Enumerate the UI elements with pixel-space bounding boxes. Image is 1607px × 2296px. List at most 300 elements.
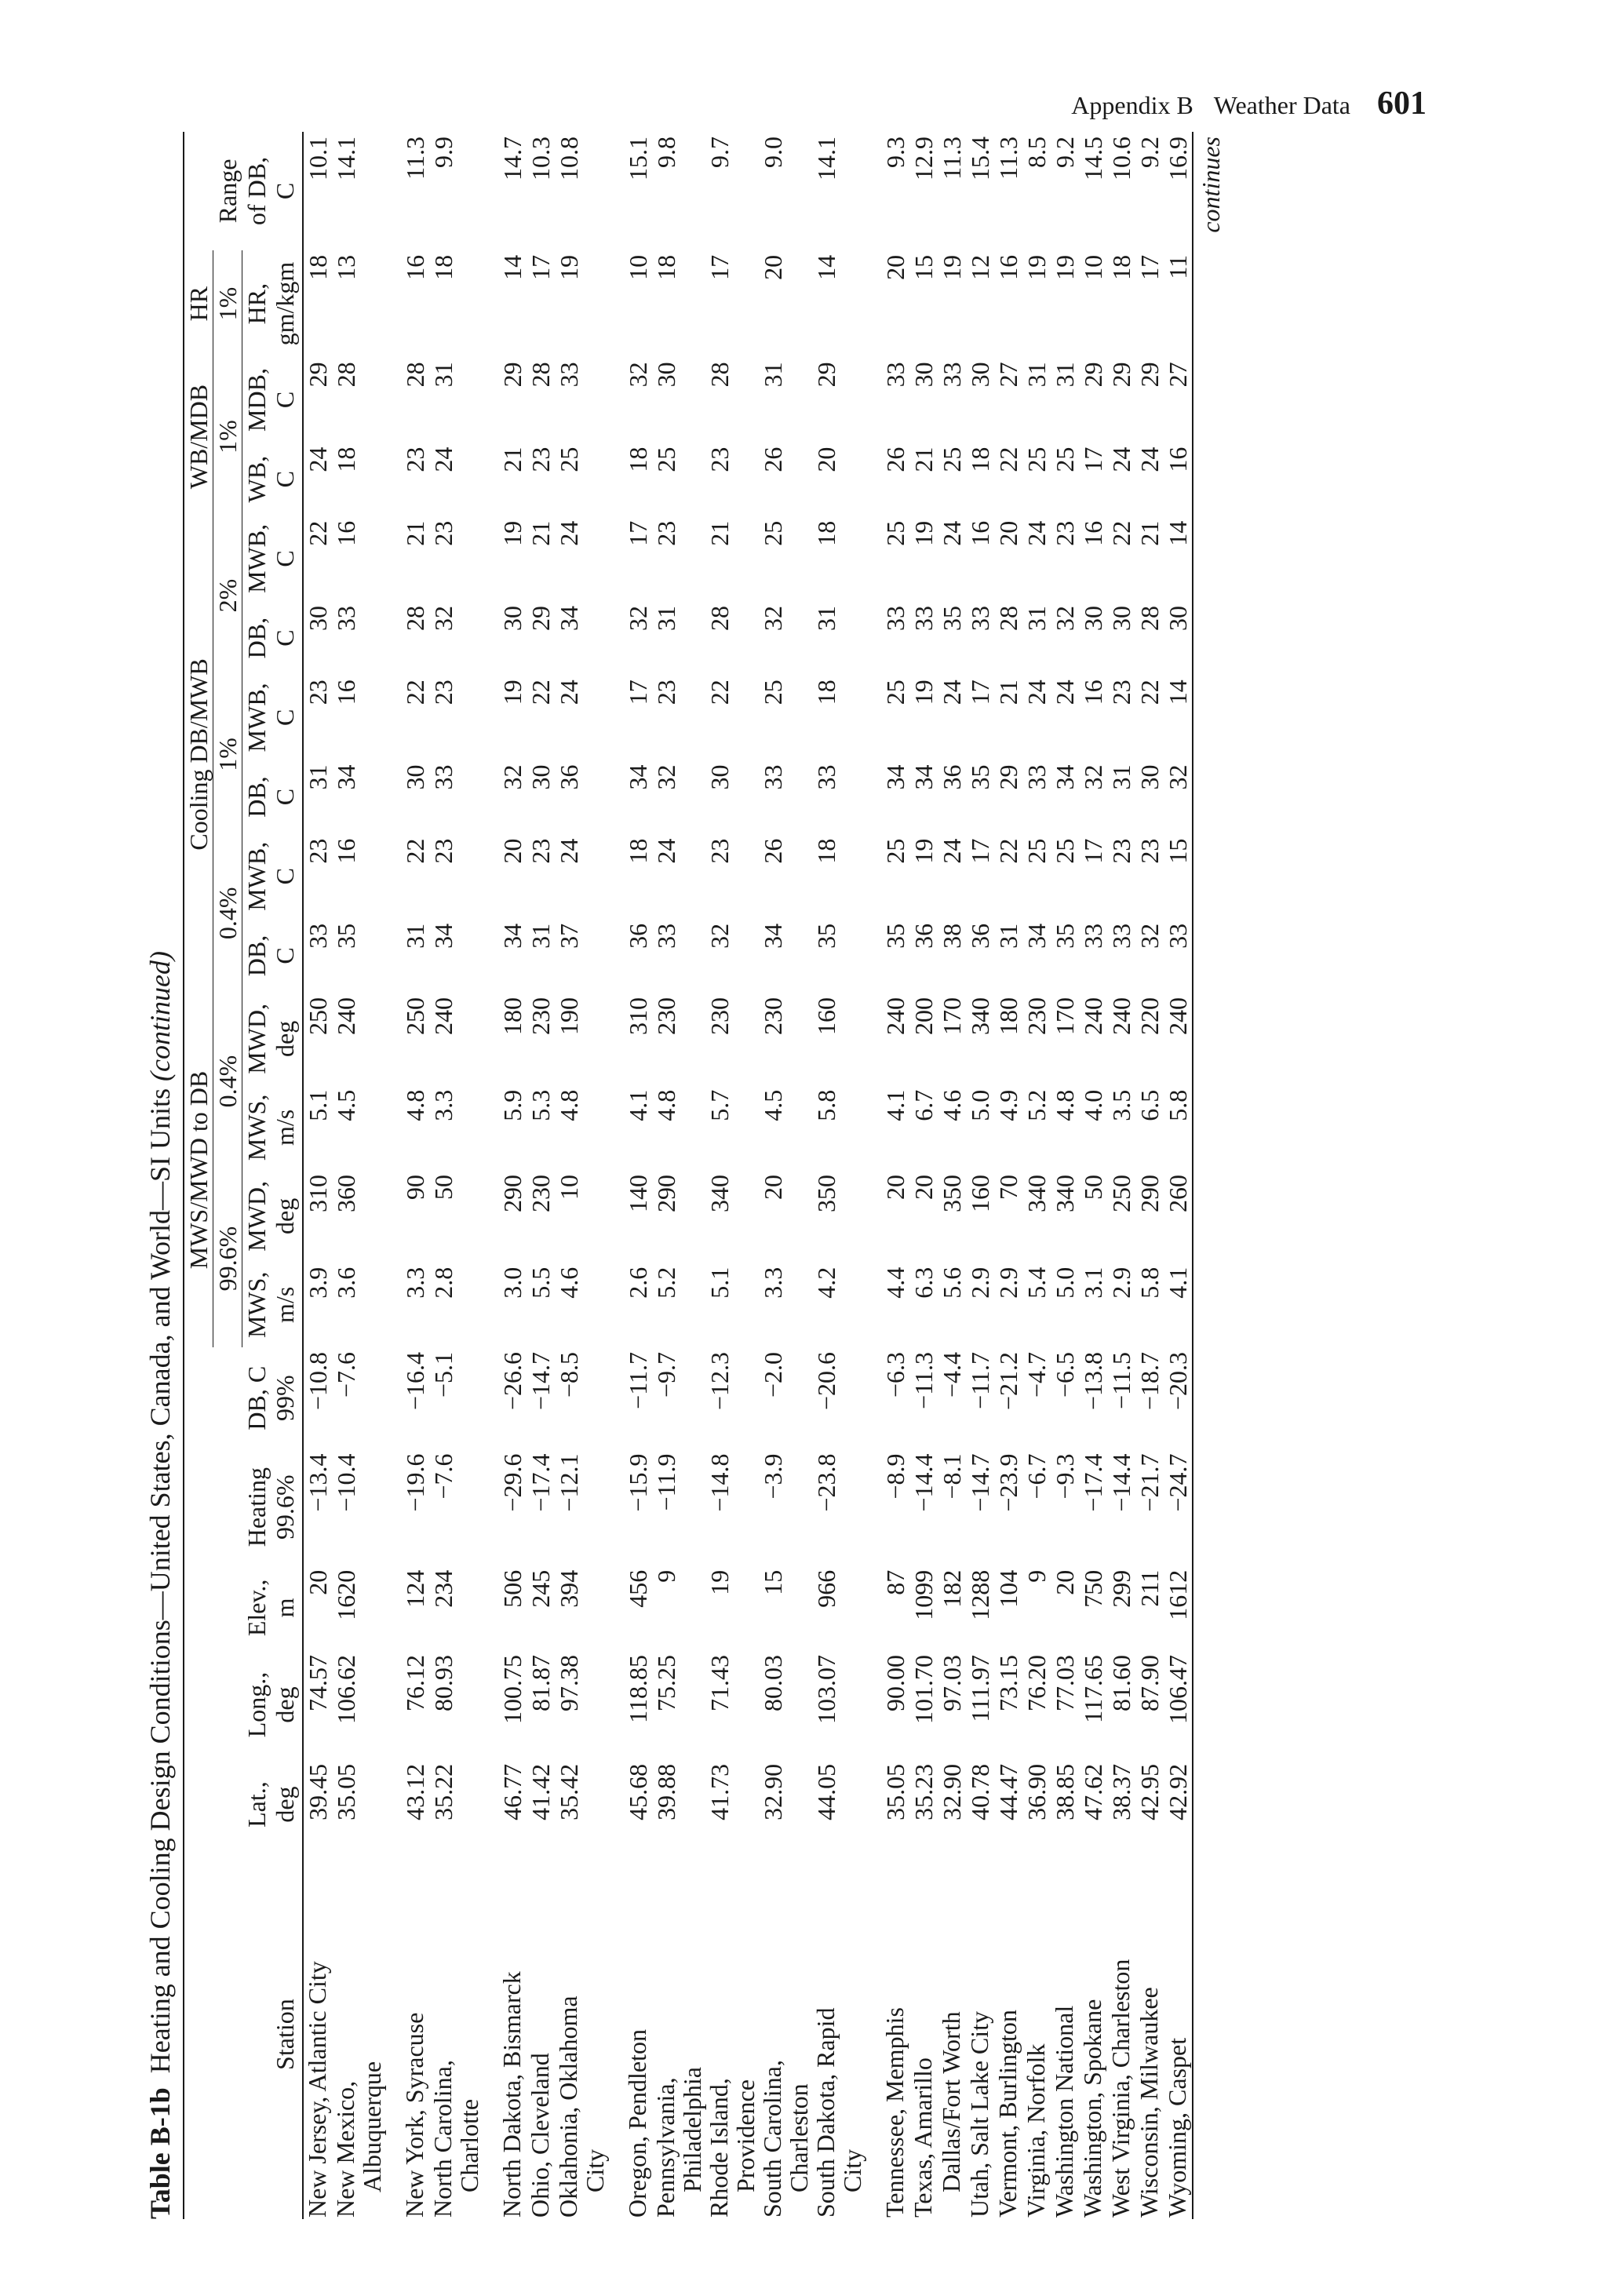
table-cell: 28 [401, 606, 429, 632]
table-cell: 5.9 [498, 1089, 527, 1121]
table-cell: 21 [498, 446, 527, 472]
table-cell: 250 [304, 997, 332, 1036]
table-cell: 25 [1051, 838, 1079, 864]
table-cell: 29 [304, 362, 332, 388]
table-cell: 32 [498, 764, 527, 790]
table-cell: 80.03 [759, 1655, 787, 1712]
table-cell: 3.0 [498, 1266, 527, 1299]
table-cell: 3.1 [1079, 1266, 1107, 1299]
table-cell: 22 [1135, 680, 1164, 705]
table-cell: 240 [332, 997, 360, 1036]
table-cell: 33 [812, 764, 840, 790]
table-cell: 23 [1107, 838, 1135, 864]
table-cell: 36 [966, 923, 994, 949]
station-cell [1135, 1850, 1164, 2219]
station-name: West Virginia, Charleston [1106, 1959, 1135, 2218]
station-name-cont: Philadelphia [678, 2067, 706, 2192]
table-cell: 33 [909, 606, 938, 632]
table-cell: 26 [881, 446, 909, 472]
table-cell: 36.90 [1022, 1763, 1051, 1820]
unit-elev: m [271, 1565, 303, 1650]
table-cell: 19 [909, 680, 938, 705]
table-cell: 29 [498, 362, 527, 388]
table-cell: 23 [527, 446, 555, 472]
table-cell: 22 [1107, 520, 1135, 546]
table-cell: 190 [555, 997, 583, 1036]
table-cell: 20 [498, 838, 527, 864]
table-cell: 34 [429, 923, 457, 949]
table-cell: 33 [938, 362, 966, 388]
table-cell: −10.8 [304, 1351, 332, 1410]
table-cell: 74.57 [304, 1655, 332, 1712]
table-cell: −7.6 [429, 1453, 457, 1500]
table-cell: 30 [705, 764, 734, 790]
table-cell: 32 [624, 362, 652, 388]
table-cell: 34 [1022, 923, 1051, 949]
table-cell: 20 [909, 1175, 938, 1200]
header-section: Appendix B [1071, 91, 1193, 119]
table-row [865, 132, 909, 2219]
table-cell: 14 [498, 254, 527, 280]
table-cell: 38 [938, 923, 966, 949]
table-cell: 33 [1079, 923, 1107, 949]
table-row [332, 132, 385, 2219]
table-cell: 33 [555, 362, 583, 388]
table-cell: 5.5 [527, 1266, 555, 1299]
table-cell: 28 [705, 362, 734, 388]
unit-mwd-1: deg [271, 1170, 303, 1263]
table-cell: 4.5 [332, 1089, 360, 1121]
table-cell: 34 [332, 764, 360, 790]
table-cell: 23 [1051, 520, 1079, 546]
table-cell: 111.97 [966, 1655, 994, 1722]
table-cell: 19 [1022, 254, 1051, 280]
station-cell [1079, 1850, 1107, 2219]
table-cell: 28 [705, 606, 734, 632]
table-cell: 16 [1079, 520, 1107, 546]
table-cell: 340 [1051, 1175, 1079, 1212]
table-cell: 11.3 [994, 137, 1022, 180]
table-cell: 19 [909, 520, 938, 546]
table-cell: 31 [304, 764, 332, 790]
table-cell: 32 [624, 606, 652, 632]
table-cell: 23 [652, 520, 680, 546]
table-cell: −5.1 [429, 1351, 457, 1398]
header-row-percent [213, 132, 242, 2219]
rotated-table-block [137, 132, 1471, 2219]
table-cell: −8.9 [881, 1453, 909, 1500]
table-row [759, 132, 812, 2219]
station-name: Wyoming, Caspet [1163, 2037, 1191, 2218]
table-cell: 20 [881, 1175, 909, 1200]
table-cell: 22 [527, 680, 555, 705]
station-cell [1164, 1850, 1193, 2219]
table-label: Table B-1b [144, 2087, 176, 2219]
col-mws-1: MWS, [242, 1271, 271, 1339]
table-cell: 9.3 [881, 137, 909, 168]
table-cell: 3.3 [429, 1089, 457, 1121]
table-cell: 26 [759, 446, 787, 472]
table-cell: 34 [624, 764, 652, 790]
col-db-2: DB, [242, 776, 271, 818]
unit-mwb-1: C [271, 834, 303, 919]
table-cell: 24 [1107, 446, 1135, 472]
table-row [527, 132, 555, 2219]
table-cell: 31 [812, 606, 840, 632]
station-cell [483, 1850, 527, 2219]
table-cell: 32.90 [938, 1763, 966, 1820]
table-cell: 28 [332, 362, 360, 388]
table-cell: 70 [994, 1175, 1022, 1200]
table-cell: 32 [759, 606, 787, 632]
table-cell: 16 [1079, 680, 1107, 705]
table-cell: 23 [1107, 680, 1135, 705]
table-cell: 182 [938, 1569, 966, 1608]
unit-mwd-2: deg [271, 993, 303, 1085]
table-cell: 16 [332, 838, 360, 864]
table-cell: 22 [401, 680, 429, 705]
table-cell: 25 [938, 446, 966, 472]
table-cell: 10.1 [304, 137, 332, 180]
table-row [812, 132, 865, 2219]
table-cell: 27 [994, 362, 1022, 388]
table-cell: 9.8 [652, 137, 680, 168]
table-cell: 16 [401, 254, 429, 280]
table-cell: −11.5 [1107, 1351, 1135, 1409]
station-name: Oklahonia, Oklahoma [554, 1995, 582, 2218]
table-cell: 73.15 [994, 1655, 1022, 1712]
table-row [429, 132, 483, 2219]
unit-mwb-3: C [271, 516, 303, 601]
table-cell: 35 [812, 923, 840, 949]
table-cell: 5.3 [527, 1089, 555, 1121]
table-cell: 33 [1107, 923, 1135, 949]
table-cell: 27 [1164, 357, 1193, 442]
table-cell: 360 [332, 1175, 360, 1212]
table-cell: 90 [401, 1175, 429, 1200]
table-cell: −11.9 [652, 1453, 680, 1511]
table-cell: 9.2 [1051, 137, 1079, 168]
table-cell: 21 [705, 520, 734, 546]
table-cell: 260 [1164, 1170, 1193, 1263]
table-cell: 34 [498, 923, 527, 949]
table-cell: 4.6 [938, 1089, 966, 1121]
table-cell: 394 [555, 1569, 583, 1608]
station-cell [652, 1850, 705, 2219]
table-cell: 22 [994, 446, 1022, 472]
unit-db-2: C [271, 760, 303, 833]
table-cell: −9.3 [1051, 1453, 1079, 1500]
table-cell: 17 [705, 254, 734, 280]
table-cell: 30 [1107, 606, 1135, 632]
table-cell: −13.8 [1079, 1351, 1107, 1410]
table-cell: 20 [759, 254, 787, 280]
station-cell [759, 1850, 812, 2219]
table-cell: 180 [498, 997, 527, 1036]
table-cell: −3.9 [759, 1453, 787, 1500]
table-cell: 31 [429, 362, 457, 388]
table-cell: 17 [1079, 838, 1107, 864]
unit-range: C [271, 132, 303, 250]
table-cell: 4.8 [1051, 1089, 1079, 1121]
table-cell: −16.4 [401, 1351, 429, 1410]
table-cell: 23 [429, 838, 457, 864]
table-cell: 5.8 [1135, 1266, 1164, 1299]
table-cell: 299 [1107, 1569, 1135, 1608]
table-row [483, 132, 527, 2219]
table-cell: 31 [1022, 606, 1051, 632]
station-cell [909, 1850, 938, 2219]
table-cell: 24 [938, 520, 966, 546]
table-cell: 20 [994, 520, 1022, 546]
table-cell: 76.12 [401, 1655, 429, 1712]
table-cell: 14 [1164, 675, 1193, 760]
table-cell: 180 [994, 997, 1022, 1036]
table-cell: 211 [1135, 1569, 1164, 1607]
table-cell: 23 [304, 680, 332, 705]
table-cell: 12 [966, 254, 994, 280]
table-cell: 22 [401, 838, 429, 864]
table-cell: 18 [812, 838, 840, 864]
table-cell: 103.07 [812, 1655, 840, 1725]
table-cell: 2.9 [994, 1266, 1022, 1299]
table-cell: 3.6 [332, 1266, 360, 1299]
table-cell: 20 [812, 446, 840, 472]
table-cell: 15.1 [624, 137, 652, 180]
table-cell: 4.8 [401, 1089, 429, 1121]
station-name: New Mexico, [331, 2080, 359, 2218]
table-cell: 23 [527, 838, 555, 864]
table-cell: 18 [966, 446, 994, 472]
station-cell [332, 1850, 385, 2219]
table-cell: 18 [624, 446, 652, 472]
table-cell: 31 [1051, 362, 1079, 388]
table-cell: 12.9 [909, 137, 938, 180]
table-row [652, 132, 705, 2219]
table-row [1022, 132, 1051, 2219]
table-cell: 3.5 [1107, 1089, 1135, 1121]
table-cell: 4.4 [881, 1266, 909, 1299]
table-cell: 24 [1022, 680, 1051, 705]
table-cell: 34 [555, 606, 583, 632]
table-cell: 310 [304, 1175, 332, 1212]
table-cell: 25 [555, 446, 583, 472]
table-cell: −26.6 [498, 1351, 527, 1410]
table-cell: 160 [966, 1175, 994, 1212]
unit-db-3: C [271, 601, 303, 675]
table-cell: 97.38 [555, 1655, 583, 1712]
col-range-of-db: of DB, [242, 156, 271, 225]
station-name-cont: Albuquerque [358, 2061, 386, 2192]
station-name: Ohio, Cleveland [526, 2053, 554, 2218]
table-cell: 35.05 [881, 1763, 909, 1820]
table-cell: 340 [1022, 1175, 1051, 1212]
table-cell: 33 [429, 764, 457, 790]
table-cell: 2.8 [429, 1266, 457, 1299]
table-cell: 10.8 [555, 137, 583, 180]
table-cell: 25 [881, 838, 909, 864]
table-cell: 31 [994, 923, 1022, 949]
table-cell: 10.3 [527, 137, 555, 180]
table-cell: −11.3 [909, 1351, 938, 1409]
station-name: Washington National [1050, 2005, 1078, 2218]
pct-mws-04: 0.4% [213, 993, 242, 1170]
table-cell: −14.7 [527, 1351, 555, 1410]
table-cell: 23 [1135, 838, 1164, 864]
table-cell: 100.75 [498, 1655, 527, 1725]
table-cell: 340 [705, 1175, 734, 1212]
table-cell: 33 [332, 606, 360, 632]
table-cell: 14.5 [1079, 137, 1107, 180]
station-cell [865, 1850, 909, 2219]
table-cell: 21 [1135, 520, 1164, 546]
table-cell: 35 [332, 923, 360, 949]
station-name: North Dakota, Bismarck [497, 1971, 526, 2218]
col-mws-2: MWS, [242, 1094, 271, 1161]
col-mdb: MDB, [242, 368, 271, 432]
pct-mws-996: 99.6% [213, 1170, 242, 1347]
table-cell: 21 [909, 446, 938, 472]
table-cell: 28 [527, 362, 555, 388]
table-cell: 35 [938, 606, 966, 632]
table-head [184, 132, 303, 2219]
continues-note: continues [1197, 137, 1225, 233]
table-cell: 30 [652, 362, 680, 388]
table-cell: 230 [705, 997, 734, 1036]
table-cell: 22 [705, 680, 734, 705]
table-cell: 11 [1164, 250, 1193, 358]
table-row [1107, 132, 1135, 2219]
station-name: Utah, Salt Lake City [965, 2010, 993, 2218]
table-cell: 11.3 [401, 137, 429, 180]
station-cell [966, 1850, 994, 2219]
table-cell: 80.93 [429, 1655, 457, 1712]
table-cell: 20 [759, 1175, 787, 1200]
table-cell: 750 [1079, 1569, 1107, 1608]
table-cell: 290 [498, 1175, 527, 1212]
design-conditions-table [183, 132, 1193, 2219]
table-cell: 17 [624, 680, 652, 705]
table-cell: 18 [652, 254, 680, 280]
table-cell: 4.0 [1079, 1089, 1107, 1121]
table-cell: 18 [812, 680, 840, 705]
table-cell: 25 [881, 520, 909, 546]
table-cell: 23 [705, 446, 734, 472]
table-cell: 17 [1135, 254, 1164, 280]
table-cell: 32 [1164, 760, 1193, 833]
table-cell: 5.8 [1164, 1085, 1193, 1170]
table-row [705, 132, 759, 2219]
table-cell: 11.3 [938, 137, 966, 180]
table-cell: 35 [966, 764, 994, 790]
table-cell: −21.7 [1135, 1453, 1164, 1512]
table-cell: 5.4 [1022, 1266, 1051, 1299]
col-db-3: DB, [242, 617, 271, 659]
running-header [1071, 85, 1427, 122]
table-cell: 18 [332, 446, 360, 472]
table-cell: 456 [624, 1569, 652, 1608]
table-cell: 9.7 [705, 137, 734, 168]
table-cell: 32 [429, 606, 457, 632]
table-cell: 29 [994, 764, 1022, 790]
table-cell: 33 [1022, 764, 1051, 790]
station-name: Virginia, Norfolk [1022, 2043, 1050, 2218]
station-name-cont: Charlotte [455, 2098, 483, 2192]
table-cell: 30 [498, 606, 527, 632]
table-cell: 28 [994, 606, 1022, 632]
table-cell: 35 [881, 923, 909, 949]
table-cell: 31 [527, 923, 555, 949]
table-cell: 966 [812, 1569, 840, 1608]
table-row [1164, 132, 1193, 2219]
unit-heating: 99.6% [271, 1449, 303, 1565]
table-cell: 106.47 [1164, 1650, 1193, 1759]
table-cell: 506 [498, 1569, 527, 1608]
table-cell: 29 [1135, 362, 1164, 388]
table-cell: 117.65 [1079, 1655, 1107, 1723]
table-cell: 24 [652, 838, 680, 864]
table-cell: 10 [555, 1175, 583, 1200]
table-title: Heating and Cooling Design Conditions—United States, Canada, and World—SI Units [144, 1088, 176, 2074]
table-cell: 33 [966, 606, 994, 632]
station-name-cont: City [581, 2148, 609, 2192]
table-cell: 124 [401, 1569, 429, 1608]
table-cell: 17 [966, 680, 994, 705]
table-cell: −20.6 [812, 1351, 840, 1410]
table-cell: −19.6 [401, 1453, 429, 1512]
table-cell: 43.12 [401, 1763, 429, 1820]
table-cell: 28 [401, 362, 429, 388]
table-cell: 25 [1051, 446, 1079, 472]
table-cell: 5.7 [705, 1089, 734, 1121]
table-cell: 90.00 [881, 1655, 909, 1712]
table-cell: 25 [1022, 446, 1051, 472]
table-cell: 19 [555, 254, 583, 280]
table-cell: 16.9 [1164, 132, 1193, 250]
group-wb-mdb: WB/MDB [184, 357, 213, 516]
table-cell: 3.3 [401, 1266, 429, 1299]
table-cell: 200 [909, 997, 938, 1036]
table-cell: 5.6 [938, 1266, 966, 1299]
group-hr: HR [184, 250, 213, 358]
table-cell: 1612 [1164, 1565, 1193, 1650]
station-cell [994, 1850, 1022, 2219]
table-cell: 24 [1135, 446, 1164, 472]
table-cell: 87 [881, 1569, 909, 1595]
table-cell: −6.7 [1022, 1453, 1051, 1500]
table-cell: 5.8 [812, 1089, 840, 1121]
table-cell: 37 [555, 923, 583, 949]
table-cell: 234 [429, 1569, 457, 1608]
table-row [1079, 132, 1107, 2219]
table-cell: 5.0 [966, 1089, 994, 1121]
table-cell: −11.7 [624, 1351, 652, 1409]
unit-wb: C [271, 443, 303, 516]
table-cell: 44.47 [994, 1763, 1022, 1820]
table-cell: 250 [1107, 1175, 1135, 1212]
pct-cool-1: 1% [213, 675, 242, 833]
table-row [385, 132, 429, 2219]
table-cell: 230 [759, 997, 787, 1036]
table-cell: 16 [332, 520, 360, 546]
col-elev: Elev., [242, 1579, 271, 1637]
table-cell: 25 [881, 680, 909, 705]
table-cell: −18.7 [1135, 1351, 1164, 1410]
station-cell [303, 1850, 332, 2219]
table-cell: 4.8 [652, 1089, 680, 1121]
table-cell: 9 [1022, 1569, 1051, 1583]
table-cell: 47.62 [1079, 1763, 1107, 1820]
